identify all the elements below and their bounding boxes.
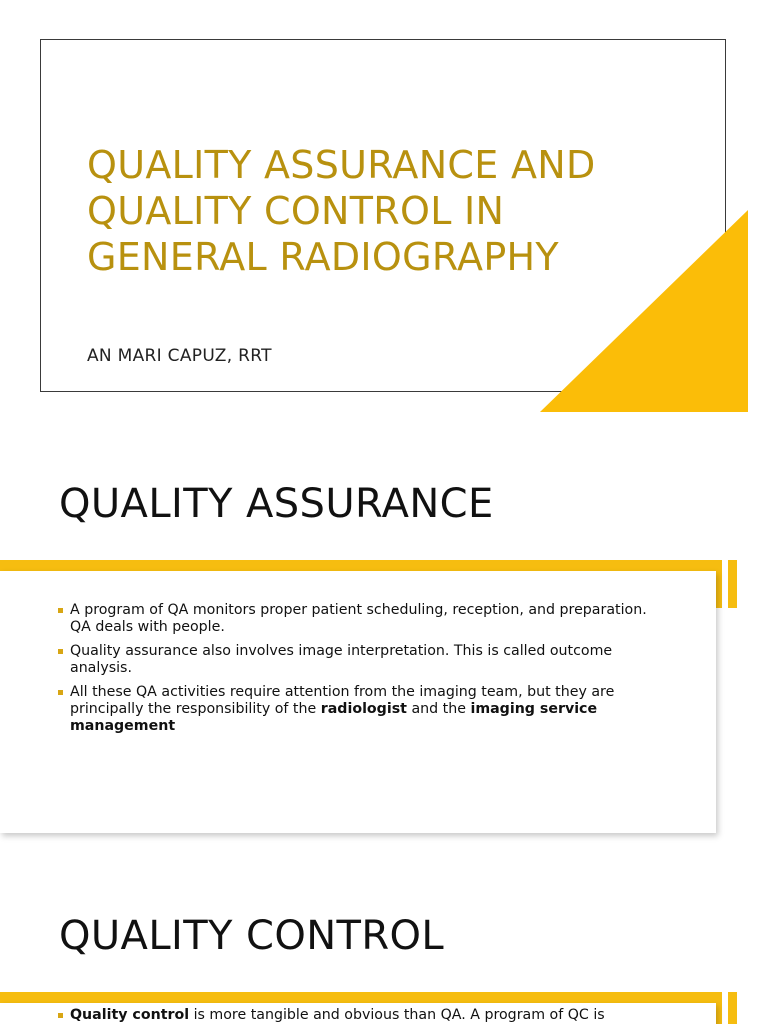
square-bullet-icon bbox=[58, 690, 63, 695]
square-bullet-icon bbox=[58, 1013, 63, 1018]
bullet-list bbox=[56, 602, 656, 742]
bullet-text: All these QA activities require attention from the imaging team, but they are principally the responsibility of the bbox=[70, 684, 615, 717]
bullet-text: is more tangible and obvious than QA. A program of QC is bbox=[189, 1007, 605, 1023]
author-subtitle: AN MARI CAPUZ, RRT bbox=[87, 346, 272, 366]
gold-accent-bar bbox=[0, 560, 722, 571]
bullet-bold-text: imaging service management bbox=[70, 701, 598, 734]
gold-accent-stripe bbox=[728, 560, 737, 608]
gold-triangle-decoration bbox=[540, 210, 748, 412]
gold-accent-stripe bbox=[728, 992, 737, 1024]
title-slide bbox=[0, 0, 768, 432]
quality-assurance-slide bbox=[0, 432, 768, 864]
quality-control-slide bbox=[0, 864, 768, 1024]
list-item bbox=[56, 684, 656, 735]
bullet-list bbox=[56, 1007, 656, 1024]
list-item bbox=[56, 643, 656, 677]
list-item bbox=[56, 602, 656, 636]
bullet-text: Quality assurance also involves image interpretation. This is called outcome analysis. bbox=[70, 643, 613, 676]
slide-heading: QUALITY ASSURANCE bbox=[59, 481, 494, 527]
slide-heading: QUALITY CONTROL bbox=[59, 913, 445, 959]
presentation-title: QUALITY ASSURANCE AND QUALITY CONTROL IN GENERAL RADIOGRAPHY bbox=[87, 143, 596, 279]
square-bullet-icon bbox=[58, 649, 63, 654]
square-bullet-icon bbox=[58, 608, 63, 613]
bullet-bold-text: Quality control bbox=[70, 1007, 190, 1023]
bullet-text: and the bbox=[406, 701, 471, 717]
bullet-bold-text: radiologist bbox=[320, 701, 407, 717]
bullet-text: A program of QA monitors proper patient scheduling, reception, and preparation. QA deals with people. bbox=[70, 602, 647, 635]
list-item bbox=[56, 1007, 656, 1024]
gold-accent-bar bbox=[0, 992, 722, 1003]
